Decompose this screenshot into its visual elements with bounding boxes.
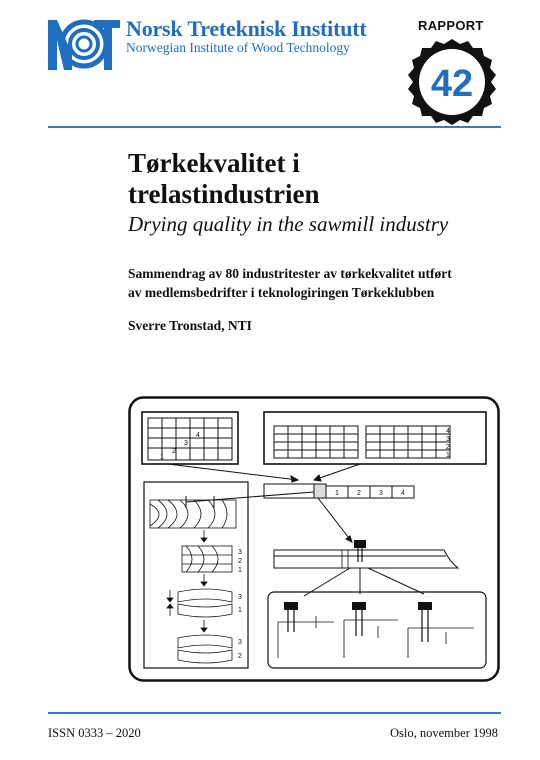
- slice-label: 1: [238, 607, 242, 614]
- publication-place-date: Oslo, november 1998: [390, 726, 498, 740]
- board-label: 3: [379, 490, 383, 497]
- title-line-1: Tørkekvalitet i: [128, 148, 300, 178]
- stack-label: 1: [160, 454, 164, 461]
- header-rule: [48, 126, 501, 128]
- report-number: 42: [430, 63, 474, 105]
- slice-label: 3: [238, 639, 242, 646]
- slice-label: 2: [238, 653, 242, 660]
- stack-label: 2: [172, 448, 176, 455]
- slice-label: 3: [238, 549, 242, 556]
- stack-label: 3: [184, 440, 188, 447]
- english-title: Drying quality in the sawmill industry: [128, 212, 449, 236]
- report-title: [128, 148, 320, 210]
- institute-subtitle: Norwegian Institute of Wood Technology: [126, 40, 350, 55]
- summary-line-1: Sammendrag av 80 industritester av tørkekvalitet utført: [128, 266, 452, 281]
- slice-label: 1: [238, 567, 242, 574]
- report-number-badge: [408, 38, 496, 126]
- stack-label: 4: [446, 428, 450, 435]
- report-label: RAPPORT: [418, 18, 484, 33]
- slice-label: 3: [238, 594, 242, 601]
- summary-line-2: av medlemsbedrifter i teknologiringen Tørkeklubben: [128, 285, 435, 300]
- nti-logo-icon: [48, 16, 120, 74]
- slice-label: 2: [238, 558, 242, 565]
- title-line-2: trelastindustrien: [128, 179, 320, 209]
- board-label: 4: [401, 490, 405, 497]
- stack-label: 2: [446, 444, 450, 451]
- sampling-illustration: [128, 396, 500, 682]
- summary-text: [128, 264, 452, 302]
- stack-label: 1: [446, 452, 450, 459]
- author: Sverre Tronstad, NTI: [128, 318, 252, 333]
- stack-label: 3: [446, 436, 450, 443]
- board-label: 1: [335, 490, 339, 497]
- stack-label: 4: [196, 432, 200, 439]
- issn-number: ISSN 0333 – 2020: [48, 726, 141, 740]
- board-label: 2: [357, 490, 361, 497]
- institute-name: Norsk Treteknisk Institutt: [126, 16, 367, 41]
- footer-rule: [48, 712, 501, 714]
